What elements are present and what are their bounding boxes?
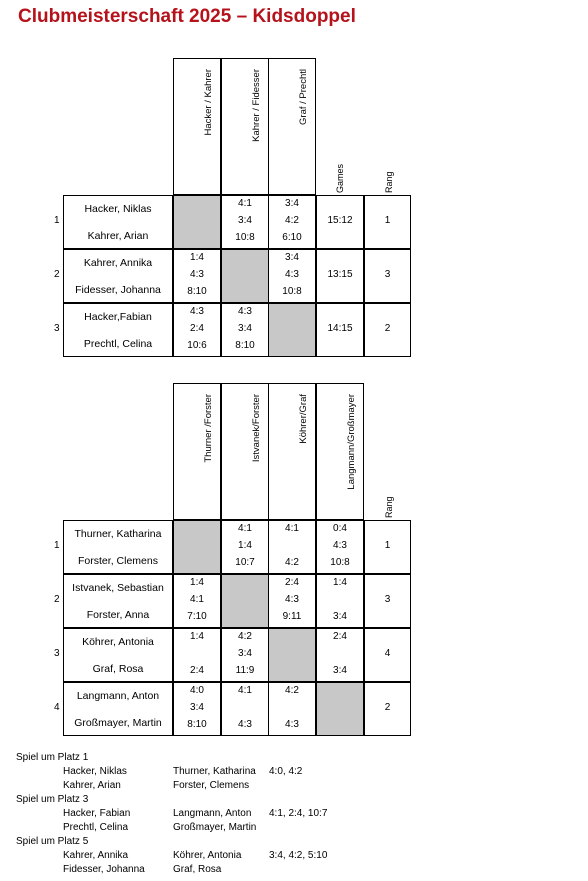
score-value: 4:1 <box>190 594 204 605</box>
blocked-cell <box>221 249 269 303</box>
player-name: Prechtl, Celina <box>83 338 153 350</box>
col-header-2 <box>221 58 269 195</box>
score-value: 6:10 <box>282 232 302 243</box>
player-name: Fidesser, Johanna <box>75 284 161 296</box>
player-name: Graf, Rosa <box>92 663 144 675</box>
rang-value: 4 <box>384 648 391 659</box>
row-number: 3 <box>54 648 60 659</box>
match-result: 4:0, 4:2 <box>269 766 303 777</box>
team-b-player: Graf, Rosa <box>173 864 222 875</box>
score-value: 10:8 <box>282 286 302 297</box>
row-number: 1 <box>54 215 60 226</box>
blocked-cell <box>221 574 269 628</box>
rang-value: 3 <box>384 594 391 605</box>
score-value: 4:2 <box>238 631 252 642</box>
team-a-player: Prechtl, Celina <box>63 822 129 833</box>
score-value: 11:9 <box>235 665 255 676</box>
player-name: Forster, Clemens <box>78 555 158 567</box>
team-a-player: Hacker, Niklas <box>63 766 127 777</box>
rang-value: 3 <box>384 269 391 280</box>
player-name: Istvanek, Sebastian <box>72 582 164 594</box>
team-b-player: Thurner, Katharina <box>173 766 256 777</box>
score-value: 4:3 <box>333 540 347 551</box>
col-header-2 <box>221 383 269 520</box>
col-header-2-label: Kahrer / Fidesser <box>251 69 262 142</box>
score-value: 7:10 <box>187 611 207 622</box>
player-name: Langmann, Anton <box>76 690 160 702</box>
score-value: 3:4 <box>285 252 299 263</box>
rang-header: Rang <box>384 496 394 518</box>
score-value: 4:1 <box>238 198 252 209</box>
player-name: Hacker,Fabian <box>84 311 152 323</box>
score-value: 8:10 <box>235 340 255 351</box>
score-value: 1:4 <box>333 577 347 588</box>
col-header-4 <box>316 383 364 520</box>
score-value: 3:4 <box>333 665 347 676</box>
col-header-1-label: Thurner /Forster <box>203 394 214 463</box>
team-a-player: Kahrer, Annika <box>63 850 129 861</box>
score-value: 8:10 <box>187 286 207 297</box>
games-value: 14:15 <box>327 323 353 334</box>
score-value: 4:0 <box>190 685 204 696</box>
row-number: 4 <box>54 702 60 713</box>
row-number: 2 <box>54 594 60 605</box>
blocked-cell <box>268 303 316 357</box>
placement-label: Spiel um Platz 3 <box>16 794 89 805</box>
score-value: 4:1 <box>238 685 252 696</box>
score-value: 10:7 <box>235 557 255 568</box>
player-name: Köhrer, Antonia <box>82 636 154 648</box>
team-b-player: Langmann, Anton <box>173 808 252 819</box>
blocked-cell <box>316 682 364 736</box>
blocked-cell <box>173 195 221 249</box>
score-value: 1:4 <box>190 631 204 642</box>
row-number: 1 <box>54 540 60 551</box>
col-header-1 <box>173 383 221 520</box>
score-value: 4:2 <box>285 557 299 568</box>
score-value: 3:4 <box>238 215 252 226</box>
score-value: 1:4 <box>238 540 252 551</box>
score-value: 4:3 <box>238 719 252 730</box>
score-value: 4:3 <box>285 269 299 280</box>
page-title: Clubmeisterschaft 2025 – Kidsdoppel <box>18 6 356 27</box>
score-value: 9:11 <box>282 611 302 622</box>
row-number: 3 <box>54 323 60 334</box>
rang-value: 1 <box>384 540 391 551</box>
score-value: 2:4 <box>190 323 204 334</box>
col-header-1-label: Hacker / Kahrer <box>203 69 214 136</box>
col-header-2-label: Istvanek/Forster <box>251 394 262 463</box>
player-name: Kahrer, Annika <box>83 257 153 269</box>
score-value: 0:4 <box>333 523 347 534</box>
col-header-3-label: Graf / Prechtl <box>298 69 309 125</box>
match-result: 3:4, 4:2, 5:10 <box>269 850 328 861</box>
games-header: Games <box>335 163 345 193</box>
team-b-player: Großmayer, Martin <box>173 822 257 833</box>
score-value: 8:10 <box>187 719 207 730</box>
score-value: 10:8 <box>235 232 255 243</box>
col-header-1 <box>173 58 221 195</box>
rang-header: Rang <box>384 171 394 193</box>
col-header-3 <box>268 58 316 195</box>
placement-label: Spiel um Platz 1 <box>16 752 89 763</box>
score-value: 4:1 <box>285 523 299 534</box>
score-value: 3:4 <box>238 323 252 334</box>
score-value: 4:3 <box>190 269 204 280</box>
score-value: 2:4 <box>190 665 204 676</box>
team-b-player: Köhrer, Antonia <box>173 850 242 861</box>
rang-value: 1 <box>384 215 391 226</box>
score-value: 3:4 <box>190 702 204 713</box>
rang-value: 2 <box>384 702 391 713</box>
score-value: 4:3 <box>285 594 299 605</box>
games-value: 13:15 <box>327 269 353 280</box>
score-value: 2:4 <box>333 631 347 642</box>
score-value: 3:4 <box>285 198 299 209</box>
score-value: 1:4 <box>190 577 204 588</box>
col-header-4-label: Langmann/Großmayer <box>346 394 357 490</box>
player-name: Hacker, Niklas <box>84 203 152 215</box>
placement-label: Spiel um Platz 5 <box>16 836 89 847</box>
blocked-cell <box>268 628 316 682</box>
player-name: Großmayer, Martin <box>74 717 162 729</box>
score-value: 4:3 <box>285 719 299 730</box>
player-name: Forster, Anna <box>86 609 150 621</box>
score-value: 4:2 <box>285 685 299 696</box>
player-name: Thurner, Katharina <box>74 528 162 540</box>
match-result: 4:1, 2:4, 10:7 <box>269 808 328 819</box>
player-name: Kahrer, Arian <box>87 230 149 242</box>
col-header-3-label: Köhrer/Graf <box>298 394 309 444</box>
score-value: 4:2 <box>285 215 299 226</box>
score-value: 4:1 <box>238 523 252 534</box>
col-header-3 <box>268 383 316 520</box>
score-value: 1:4 <box>190 252 204 263</box>
games-value: 15:12 <box>327 215 353 226</box>
score-value: 3:4 <box>238 648 252 659</box>
score-value: 10:8 <box>330 557 350 568</box>
score-value: 10:6 <box>187 340 207 351</box>
team-a-player: Kahrer, Arian <box>63 780 121 791</box>
blocked-cell <box>173 520 221 574</box>
score-value: 2:4 <box>285 577 299 588</box>
score-value: 3:4 <box>333 611 347 622</box>
score-value: 4:3 <box>190 306 204 317</box>
team-b-player: Forster, Clemens <box>173 780 250 791</box>
score-value: 4:3 <box>238 306 252 317</box>
row-number: 2 <box>54 269 60 280</box>
team-a-player: Fidesser, Johanna <box>63 864 145 875</box>
team-a-player: Hacker, Fabian <box>63 808 131 819</box>
rang-value: 2 <box>384 323 391 334</box>
